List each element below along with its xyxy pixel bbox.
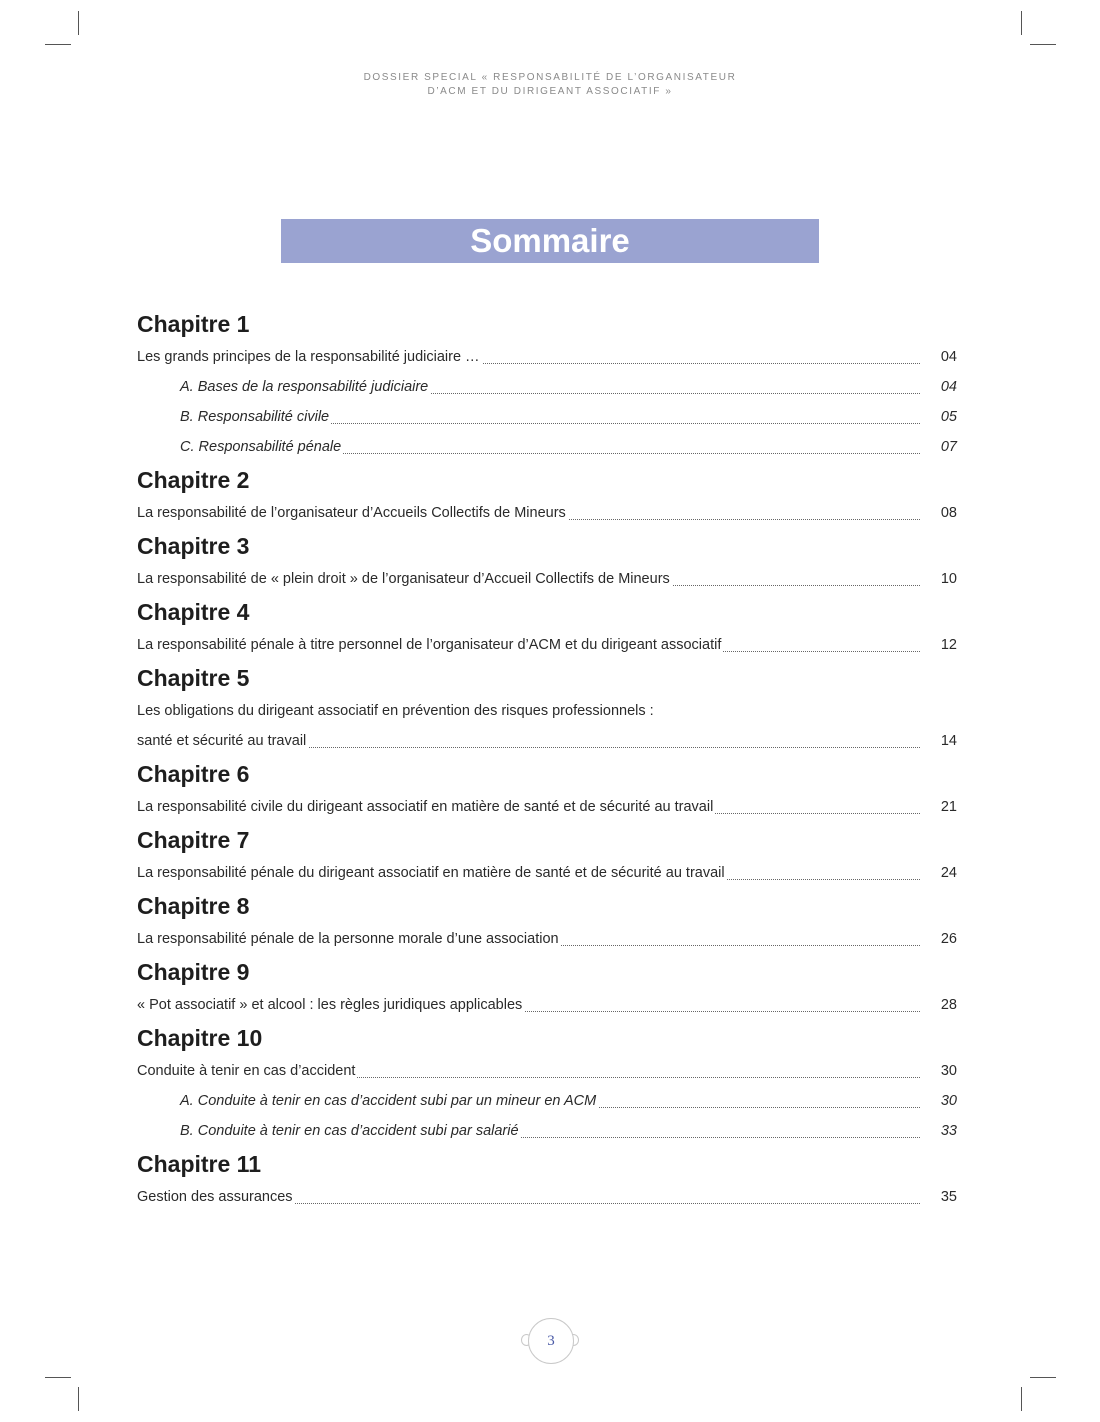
title-banner bbox=[281, 219, 819, 263]
chapter-heading: Chapitre 8 bbox=[137, 893, 250, 919]
toc-entry[interactable] bbox=[137, 1182, 957, 1212]
crop-mark bbox=[78, 11, 79, 35]
toc-page-number: 21 bbox=[940, 799, 957, 815]
toc-entry[interactable] bbox=[137, 858, 957, 888]
toc-page-number: 30 bbox=[940, 1093, 957, 1109]
crop-mark bbox=[45, 1377, 71, 1378]
crop-mark bbox=[1021, 11, 1022, 35]
toc-entry-text: B. Conduite à tenir en cas d’accident subi par salarié bbox=[180, 1123, 519, 1139]
toc-entry[interactable] bbox=[137, 990, 957, 1020]
chapter-heading: Chapitre 10 bbox=[137, 1025, 263, 1051]
toc-entry[interactable] bbox=[137, 726, 957, 756]
toc-entry-text: La responsabilité pénale du dirigeant associatif en matière de santé et de sécurité au travail bbox=[137, 865, 725, 881]
toc-page-number: 33 bbox=[940, 1123, 957, 1139]
toc-subentry[interactable] bbox=[137, 1116, 957, 1146]
running-header-line-2: D’ACM ET DU DIRIGEANT ASSOCIATIF » bbox=[427, 85, 673, 97]
chapter-heading: Chapitre 2 bbox=[137, 467, 250, 493]
toc-page-number: 04 bbox=[940, 349, 957, 365]
toc-page-number: 08 bbox=[940, 505, 957, 521]
page-number: 3 bbox=[528, 1318, 574, 1364]
toc-entry-text: « Pot associatif » et alcool : les règles juridiques applicables bbox=[137, 997, 523, 1013]
page-number-badge bbox=[521, 1318, 579, 1364]
chapter-heading: Chapitre 9 bbox=[137, 959, 250, 985]
toc-page-number: 12 bbox=[940, 637, 957, 653]
crop-mark bbox=[1030, 44, 1056, 45]
running-header bbox=[0, 71, 1100, 98]
toc-entry[interactable] bbox=[137, 792, 957, 822]
toc-entry-text: C. Responsabilité pénale bbox=[180, 439, 342, 455]
toc-entry-text: Les obligations du dirigeant associatif en prévention des risques professionnels : bbox=[137, 703, 654, 719]
toc-page-number: 24 bbox=[940, 865, 957, 881]
chapter-heading: Chapitre 11 bbox=[137, 1151, 261, 1177]
page-title: Sommaire bbox=[470, 222, 630, 259]
toc-entry-text: La responsabilité pénale à titre personnel de l’organisateur d’ACM et du dirigeant associatif bbox=[137, 637, 722, 653]
toc-subentry[interactable] bbox=[137, 432, 957, 462]
chapter-heading: Chapitre 4 bbox=[137, 599, 250, 625]
toc-page-number: 10 bbox=[940, 571, 957, 587]
toc-entry-text: Gestion des assurances bbox=[137, 1189, 293, 1205]
crop-mark bbox=[78, 1387, 79, 1411]
toc-subentry[interactable] bbox=[137, 402, 957, 432]
table-of-contents bbox=[137, 306, 957, 1212]
toc-entry-text: A. Conduite à tenir en cas d’accident subi par un mineur en ACM bbox=[180, 1093, 597, 1109]
crop-mark bbox=[1021, 1387, 1022, 1411]
toc-page-number: 35 bbox=[940, 1189, 957, 1205]
toc-page-number: 14 bbox=[940, 733, 957, 749]
toc-entry-text: Conduite à tenir en cas d’accident bbox=[137, 1063, 356, 1079]
toc-entry-text: La responsabilité civile du dirigeant associatif en matière de santé et de sécurité au travail bbox=[137, 799, 714, 815]
running-header-line-1: DOSSIER SPECIAL « RESPONSABILITÉ DE L’ORGANISATEUR bbox=[363, 72, 737, 83]
toc-entry-text: Les grands principes de la responsabilité judiciaire … bbox=[137, 349, 480, 365]
chapter-heading: Chapitre 1 bbox=[137, 311, 250, 337]
chapter-heading: Chapitre 5 bbox=[137, 665, 250, 691]
chapter-heading: Chapitre 7 bbox=[137, 827, 250, 853]
toc-entry-text: La responsabilité de l’organisateur d’Accueils Collectifs de Mineurs bbox=[137, 505, 566, 521]
toc-entry[interactable] bbox=[137, 696, 957, 726]
toc-entry[interactable] bbox=[137, 924, 957, 954]
toc-page-number: 30 bbox=[940, 1063, 957, 1079]
crop-mark bbox=[45, 44, 71, 45]
toc-entry-text: B. Responsabilité civile bbox=[180, 409, 330, 425]
toc-page-number: 28 bbox=[940, 997, 957, 1013]
toc-page-number: 26 bbox=[940, 931, 957, 947]
toc-entry-text: A. Bases de la responsabilité judiciaire bbox=[180, 379, 429, 395]
chapter-heading: Chapitre 6 bbox=[137, 761, 250, 787]
toc-entry-text: santé et sécurité au travail bbox=[137, 733, 307, 749]
toc-entry[interactable] bbox=[137, 564, 957, 594]
toc-entry-text: La responsabilité de « plein droit » de l’organisateur d’Accueil Collectifs de Mineurs bbox=[137, 571, 670, 587]
crop-mark bbox=[1030, 1377, 1056, 1378]
toc-subentry[interactable] bbox=[137, 372, 957, 402]
toc-subentry[interactable] bbox=[137, 1086, 957, 1116]
toc-entry[interactable] bbox=[137, 1056, 957, 1086]
chapter-heading: Chapitre 3 bbox=[137, 533, 250, 559]
toc-page-number: 04 bbox=[940, 379, 957, 395]
toc-entry-text: La responsabilité pénale de la personne morale d’une association bbox=[137, 931, 559, 947]
toc-entry[interactable] bbox=[137, 498, 957, 528]
toc-page-number: 05 bbox=[940, 409, 957, 425]
toc-page-number: 07 bbox=[940, 439, 957, 455]
toc-entry[interactable] bbox=[137, 630, 957, 660]
toc-entry[interactable] bbox=[137, 342, 957, 372]
